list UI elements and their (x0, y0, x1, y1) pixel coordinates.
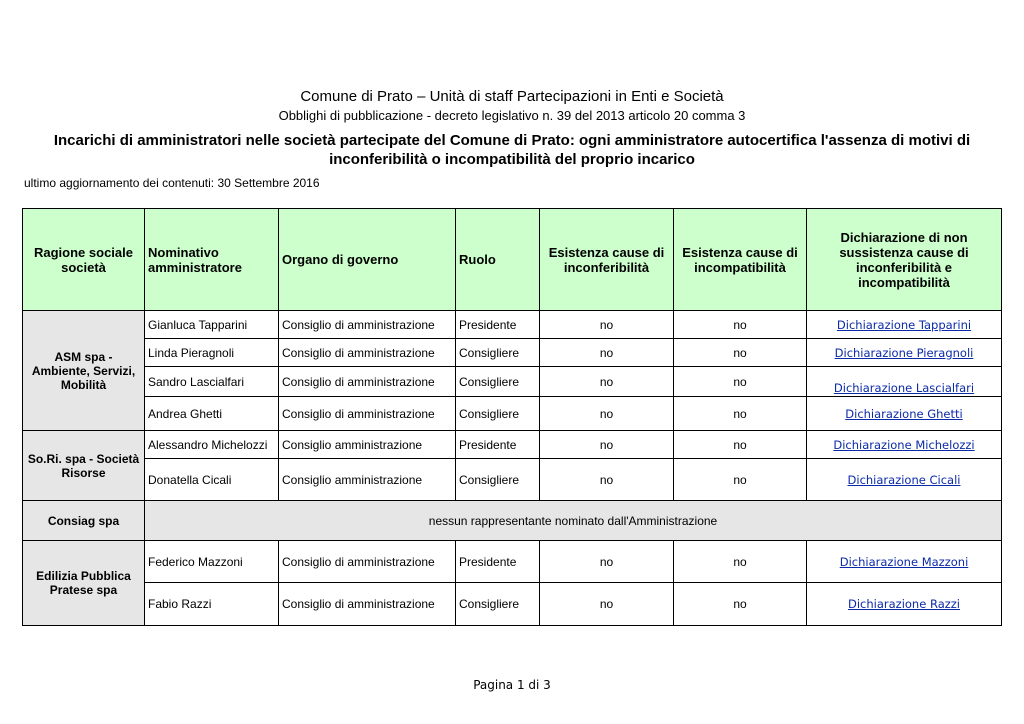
incompatibility-value: no (674, 431, 807, 459)
director-name: Linda Pieragnoli (145, 339, 279, 367)
director-name: Fabio Razzi (145, 583, 279, 626)
col-header-role: Ruolo (456, 209, 540, 311)
declaration-cell (807, 583, 1002, 626)
inconferibility-value: no (540, 311, 674, 339)
director-name: Sandro Lascialfari (145, 367, 279, 397)
director-name: Alessandro Michelozzi (145, 431, 279, 459)
table-row (23, 431, 1002, 459)
director-name: Gianluca Tapparini (145, 311, 279, 339)
declaration-cell (807, 367, 1002, 397)
col-header-inconferibility: Esistenza cause di inconferibilità (540, 209, 674, 311)
director-name: Federico Mazzoni (145, 541, 279, 583)
declaration-link-mazzoni[interactable]: Dichiarazione Mazzoni (839, 554, 969, 569)
declaration-cell (807, 311, 1002, 339)
director-name: Andrea Ghetti (145, 397, 279, 431)
table-row (23, 311, 1002, 339)
incompatibility-value: no (674, 541, 807, 583)
declaration-cell (807, 541, 1002, 583)
declaration-link-michelozzi[interactable]: Dichiarazione Michelozzi (833, 437, 975, 452)
table-row (23, 541, 1002, 583)
company-name: Consiag spa (23, 501, 145, 541)
declaration-cell (807, 397, 1002, 431)
governing-body: Consiglio amministrazione (279, 431, 456, 459)
col-header-incompatibility: Esistenza cause di incompatibilità (674, 209, 807, 311)
director-name: Donatella Cicali (145, 459, 279, 501)
incompatibility-value: no (674, 397, 807, 431)
directors-table (22, 208, 1002, 626)
document-heading: Incarichi di amministratori nelle società partecipate del Comune di Prato: ogni amministratore autocertifica l'assenza di motivi di inconferibilità o incompatibilità del proprio incarico (53, 132, 971, 168)
inconferibility-value: no (540, 339, 674, 367)
table-header-row (23, 209, 1002, 311)
director-role: Presidente (456, 541, 540, 583)
table-row (23, 367, 1002, 397)
declaration-link-ghetti[interactable]: Dichiarazione Ghetti (845, 406, 963, 421)
director-role: Consigliere (456, 459, 540, 501)
director-role: Consigliere (456, 339, 540, 367)
table-row (23, 583, 1002, 626)
governing-body: Consiglio di amministrazione (279, 541, 456, 583)
governing-body: Consiglio di amministrazione (279, 583, 456, 626)
director-role: Consigliere (456, 367, 540, 397)
governing-body: Consiglio di amministrazione (279, 339, 456, 367)
declaration-link-razzi[interactable]: Dichiarazione Razzi (847, 597, 961, 611)
inconferibility-value: no (540, 583, 674, 626)
declaration-cell (807, 459, 1002, 501)
inconferibility-value: no (540, 431, 674, 459)
governing-body: Consiglio di amministrazione (279, 367, 456, 397)
declaration-link-tapparini[interactable]: Dichiarazione Tapparini (836, 317, 972, 332)
governing-body: Consiglio amministrazione (279, 459, 456, 501)
declaration-cell (807, 339, 1002, 367)
inconferibility-value: no (540, 397, 674, 431)
col-header-declaration: Dichiarazione di non sussistenza cause di inconferibilità e incompatibilità (807, 209, 1002, 311)
company-name: ASM spa - Ambiente, Servizi, Mobilità (23, 311, 145, 431)
col-header-director: Nominativo amministratore (145, 209, 279, 311)
document-title: Comune di Prato – Unità di staff Partecipazioni in Enti e Società (300, 88, 724, 105)
company-name: Edilizia Pubblica Pratese spa (23, 541, 145, 626)
declaration-cell (807, 431, 1002, 459)
table-row (23, 501, 1002, 541)
page-number: Pagina 1 di 3 (473, 678, 551, 692)
table-row (23, 339, 1002, 367)
table-row (23, 459, 1002, 501)
no-representative-note: nessun rappresentante nominato dall'Amministrazione (145, 501, 1002, 541)
col-header-company: Ragione sociale società (23, 209, 145, 311)
incompatibility-value: no (674, 459, 807, 501)
col-header-organ: Organo di governo (279, 209, 456, 311)
inconferibility-value: no (540, 459, 674, 501)
declaration-link-cicali[interactable]: Dichiarazione Cicali (847, 472, 961, 487)
inconferibility-value: no (540, 541, 674, 583)
governing-body: Consiglio di amministrazione (279, 397, 456, 431)
company-name: So.Ri. spa - Società Risorse (23, 431, 145, 501)
director-role: Consigliere (456, 397, 540, 431)
incompatibility-value: no (674, 583, 807, 626)
director-role: Presidente (456, 431, 540, 459)
incompatibility-value: no (674, 367, 807, 397)
director-role: Presidente (456, 311, 540, 339)
declaration-link-lascialfari[interactable]: Dichiarazione Lascialfari (833, 381, 975, 395)
table-row (23, 397, 1002, 431)
document-subtitle: Obblighi di pubblicazione - decreto legislativo n. 39 del 2013 articolo 20 comma 3 (278, 108, 746, 123)
incompatibility-value: no (674, 339, 807, 367)
governing-body: Consiglio di amministrazione (279, 311, 456, 339)
last-updated: ultimo aggiornamento dei contenuti: 30 Settembre 2016 (24, 176, 320, 190)
declaration-link-pieragnoli[interactable]: Dichiarazione Pieragnoli (834, 345, 974, 360)
inconferibility-value: no (540, 367, 674, 397)
incompatibility-value: no (674, 311, 807, 339)
director-role: Consigliere (456, 583, 540, 626)
